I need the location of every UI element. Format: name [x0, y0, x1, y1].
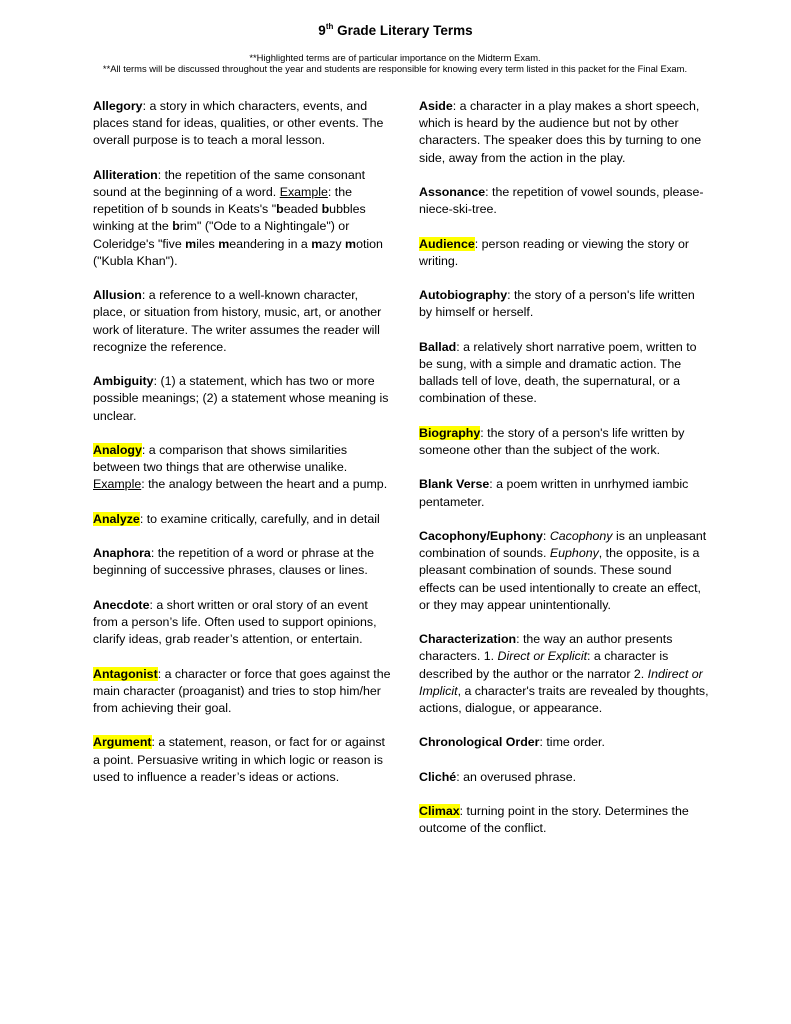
bold-letter: b: [276, 202, 284, 217]
entry-cacophony-euphony: [419, 528, 709, 614]
bold-letter: m: [185, 236, 197, 251]
italic-term: Cacophony: [549, 528, 613, 543]
note-highlighted: **Highlighted terms are of particular importance on the Midterm Exam.: [249, 52, 541, 63]
definition: : person reading or viewing the story or writing.: [419, 236, 689, 268]
term-label: Autobiography: [419, 288, 508, 303]
title-superscript: th: [325, 22, 334, 31]
page-title: [0, 22, 791, 38]
entry-aside: [419, 98, 709, 167]
definition: : the story of a person's life written by himself or herself.: [419, 288, 695, 320]
bold-letter: m: [311, 236, 323, 251]
definition: is an unpleasant combination of sounds.: [419, 528, 707, 561]
definition: : the repetition of vowel sounds, please-niece-ski-tree.: [419, 185, 704, 217]
term-label: Chronological Order: [419, 735, 540, 750]
term-label: Assonance: [419, 185, 486, 199]
definition: :: [542, 528, 550, 543]
bold-letter: b: [172, 219, 180, 234]
term-label: Cacophony/Euphony: [419, 528, 543, 543]
left-column: [93, 98, 393, 803]
entry-climax: [419, 803, 709, 837]
entry-chronological-order: [419, 734, 709, 751]
term-label: Aside: [419, 99, 453, 113]
term-label: Anaphora: [93, 546, 151, 561]
entry-autobiography: [419, 287, 709, 321]
definition: : a statement, reason, or fact for or against a point. Persuasive writing in which logic or reason is used to influence a reader’s ideas or actions.: [93, 735, 385, 784]
entry-characterization: [419, 631, 709, 717]
entry-cliche: [419, 769, 709, 786]
example-text: otion ("Kubla Khan").: [93, 236, 383, 268]
example-text: eaded: [283, 202, 322, 217]
term-label: Characterization: [419, 632, 517, 647]
example-label: Example: [279, 185, 328, 199]
term-label: Anecdote: [93, 597, 150, 612]
term-label: Blank Verse: [419, 477, 490, 492]
italic-term: Indirect or Implicit: [419, 666, 703, 698]
term-label-highlighted: Antagonist: [93, 666, 158, 681]
entry-anecdote: [93, 597, 393, 649]
bold-letter: m: [345, 236, 357, 251]
bold-letter: m: [218, 236, 230, 251]
right-column: [419, 98, 709, 855]
italic-term: Euphony: [549, 546, 599, 561]
example-text: : the repetition of b sounds in Keats's ": [93, 185, 353, 217]
entry-audience: [419, 236, 709, 270]
entry-allusion: [93, 287, 393, 356]
entry-alliteration: [93, 167, 393, 270]
entry-ballad: [419, 339, 709, 408]
entry-allegory: [93, 98, 393, 150]
definition: : time order.: [539, 735, 605, 750]
definition: : a poem written in unrhymed iambic pentameter.: [419, 477, 689, 509]
example-text: rim" ("Ode to a Nightingale") or Coleridge's "five: [93, 219, 350, 251]
entry-assonance: [419, 184, 709, 218]
definition: : a reference to a well-known character, place, or situation from history, music, art, or another work of literature. The writer assumes the reader will recognize the reference.: [93, 288, 382, 354]
example-text: : the analogy between the heart and a pump.: [141, 477, 388, 492]
term-label: Alliteration: [93, 167, 158, 182]
term-label: Ambiguity: [93, 374, 154, 389]
definition: , a character's traits are revealed by thoughts, actions, dialogue, or appearance.: [419, 683, 709, 715]
term-label: Cliché: [419, 769, 457, 784]
bold-letter: b: [321, 202, 330, 217]
entry-argument: [93, 734, 393, 786]
entry-analyze: [93, 511, 393, 528]
term-label-highlighted: Analyze: [93, 511, 140, 526]
title-text: Grade Literary Terms: [333, 23, 473, 38]
definition: : a character in a play makes a short speech, which is heard by the audience but not by other characters. The speaker does this by turning to one side, away from the action in the play.: [419, 99, 702, 165]
definition: : a comparison that shows similarities between two things that are otherwise unalike.: [93, 443, 348, 475]
term-label-highlighted: Climax: [419, 804, 460, 819]
term-label: Allusion: [93, 288, 142, 303]
note-all-terms: **All terms will be discussed throughout the year and students are responsible for knowing every term listed in this packet for the Final Exam.: [102, 63, 688, 74]
definition: : a short written or oral story of an event from a person’s life. Often used to support opinions, clarify ideas, grab reader’s attention, or entertain.: [93, 597, 377, 647]
definition: : a character is described by the author or the narrator 2.: [419, 649, 669, 681]
example-text: ubbles winking at the: [93, 202, 366, 234]
definition: : the repetition of the same consonant sound at the beginning of a word.: [93, 167, 366, 199]
definition: : (1) a statement, which has two or more possible meanings; (2) a statement whose meaning is unclear.: [93, 374, 389, 423]
example-text: iles: [196, 236, 219, 251]
term-label: Ballad: [419, 339, 457, 354]
example-label: Example: [93, 477, 142, 492]
definition: : the story of a person's life written by someone other than the subject of the work.: [419, 425, 685, 457]
entry-ambiguity: [93, 373, 393, 425]
definition: : a story in which characters, events, and places stand for ideas, qualities, or other events. The overall purpose is to teach a moral lesson.: [93, 99, 384, 148]
term-label-highlighted: Biography: [419, 425, 481, 440]
entry-analogy: [93, 442, 393, 494]
entry-blank-verse: [419, 476, 709, 510]
entry-biography: [419, 425, 709, 459]
entry-antagonist: [93, 666, 393, 718]
term-label-highlighted: Argument: [93, 735, 152, 750]
term-label-highlighted: Audience: [419, 236, 475, 251]
entry-anaphora: [93, 545, 393, 579]
italic-term: Direct or Explicit: [497, 649, 588, 664]
definition: : a character or force that goes against the main character (proaganist) and tries to stop him/her from achieving their goal.: [93, 666, 391, 715]
definition: : the way an author presents characters. 1.: [419, 632, 673, 664]
title-number: 9: [318, 23, 326, 38]
definition: : turning point in the story. Determines the outcome of the conflict.: [419, 804, 689, 836]
definition: , the opposite, is a pleasant combination of sounds. These sound effects can be used intentionally to create an effect, or they may appear unintentionally.: [419, 546, 701, 612]
example-text: eandering in a: [229, 236, 312, 251]
definition: : the repetition of a word or phrase at the beginning of successive phrases, clauses or lines.: [93, 546, 374, 578]
example-text: azy: [322, 236, 346, 251]
definition: : a relatively short narrative poem, written to be sung, with a simple and dramatic action. The ballads tell of love, death, the supernatural, or a combination of these.: [419, 339, 697, 406]
term-label-highlighted: Analogy: [93, 443, 142, 457]
term-label: Allegory: [93, 99, 143, 113]
exam-notes: [95, 52, 695, 74]
definition: : to examine critically, carefully, and in detail: [139, 511, 380, 526]
definition: : an overused phrase.: [456, 769, 577, 784]
